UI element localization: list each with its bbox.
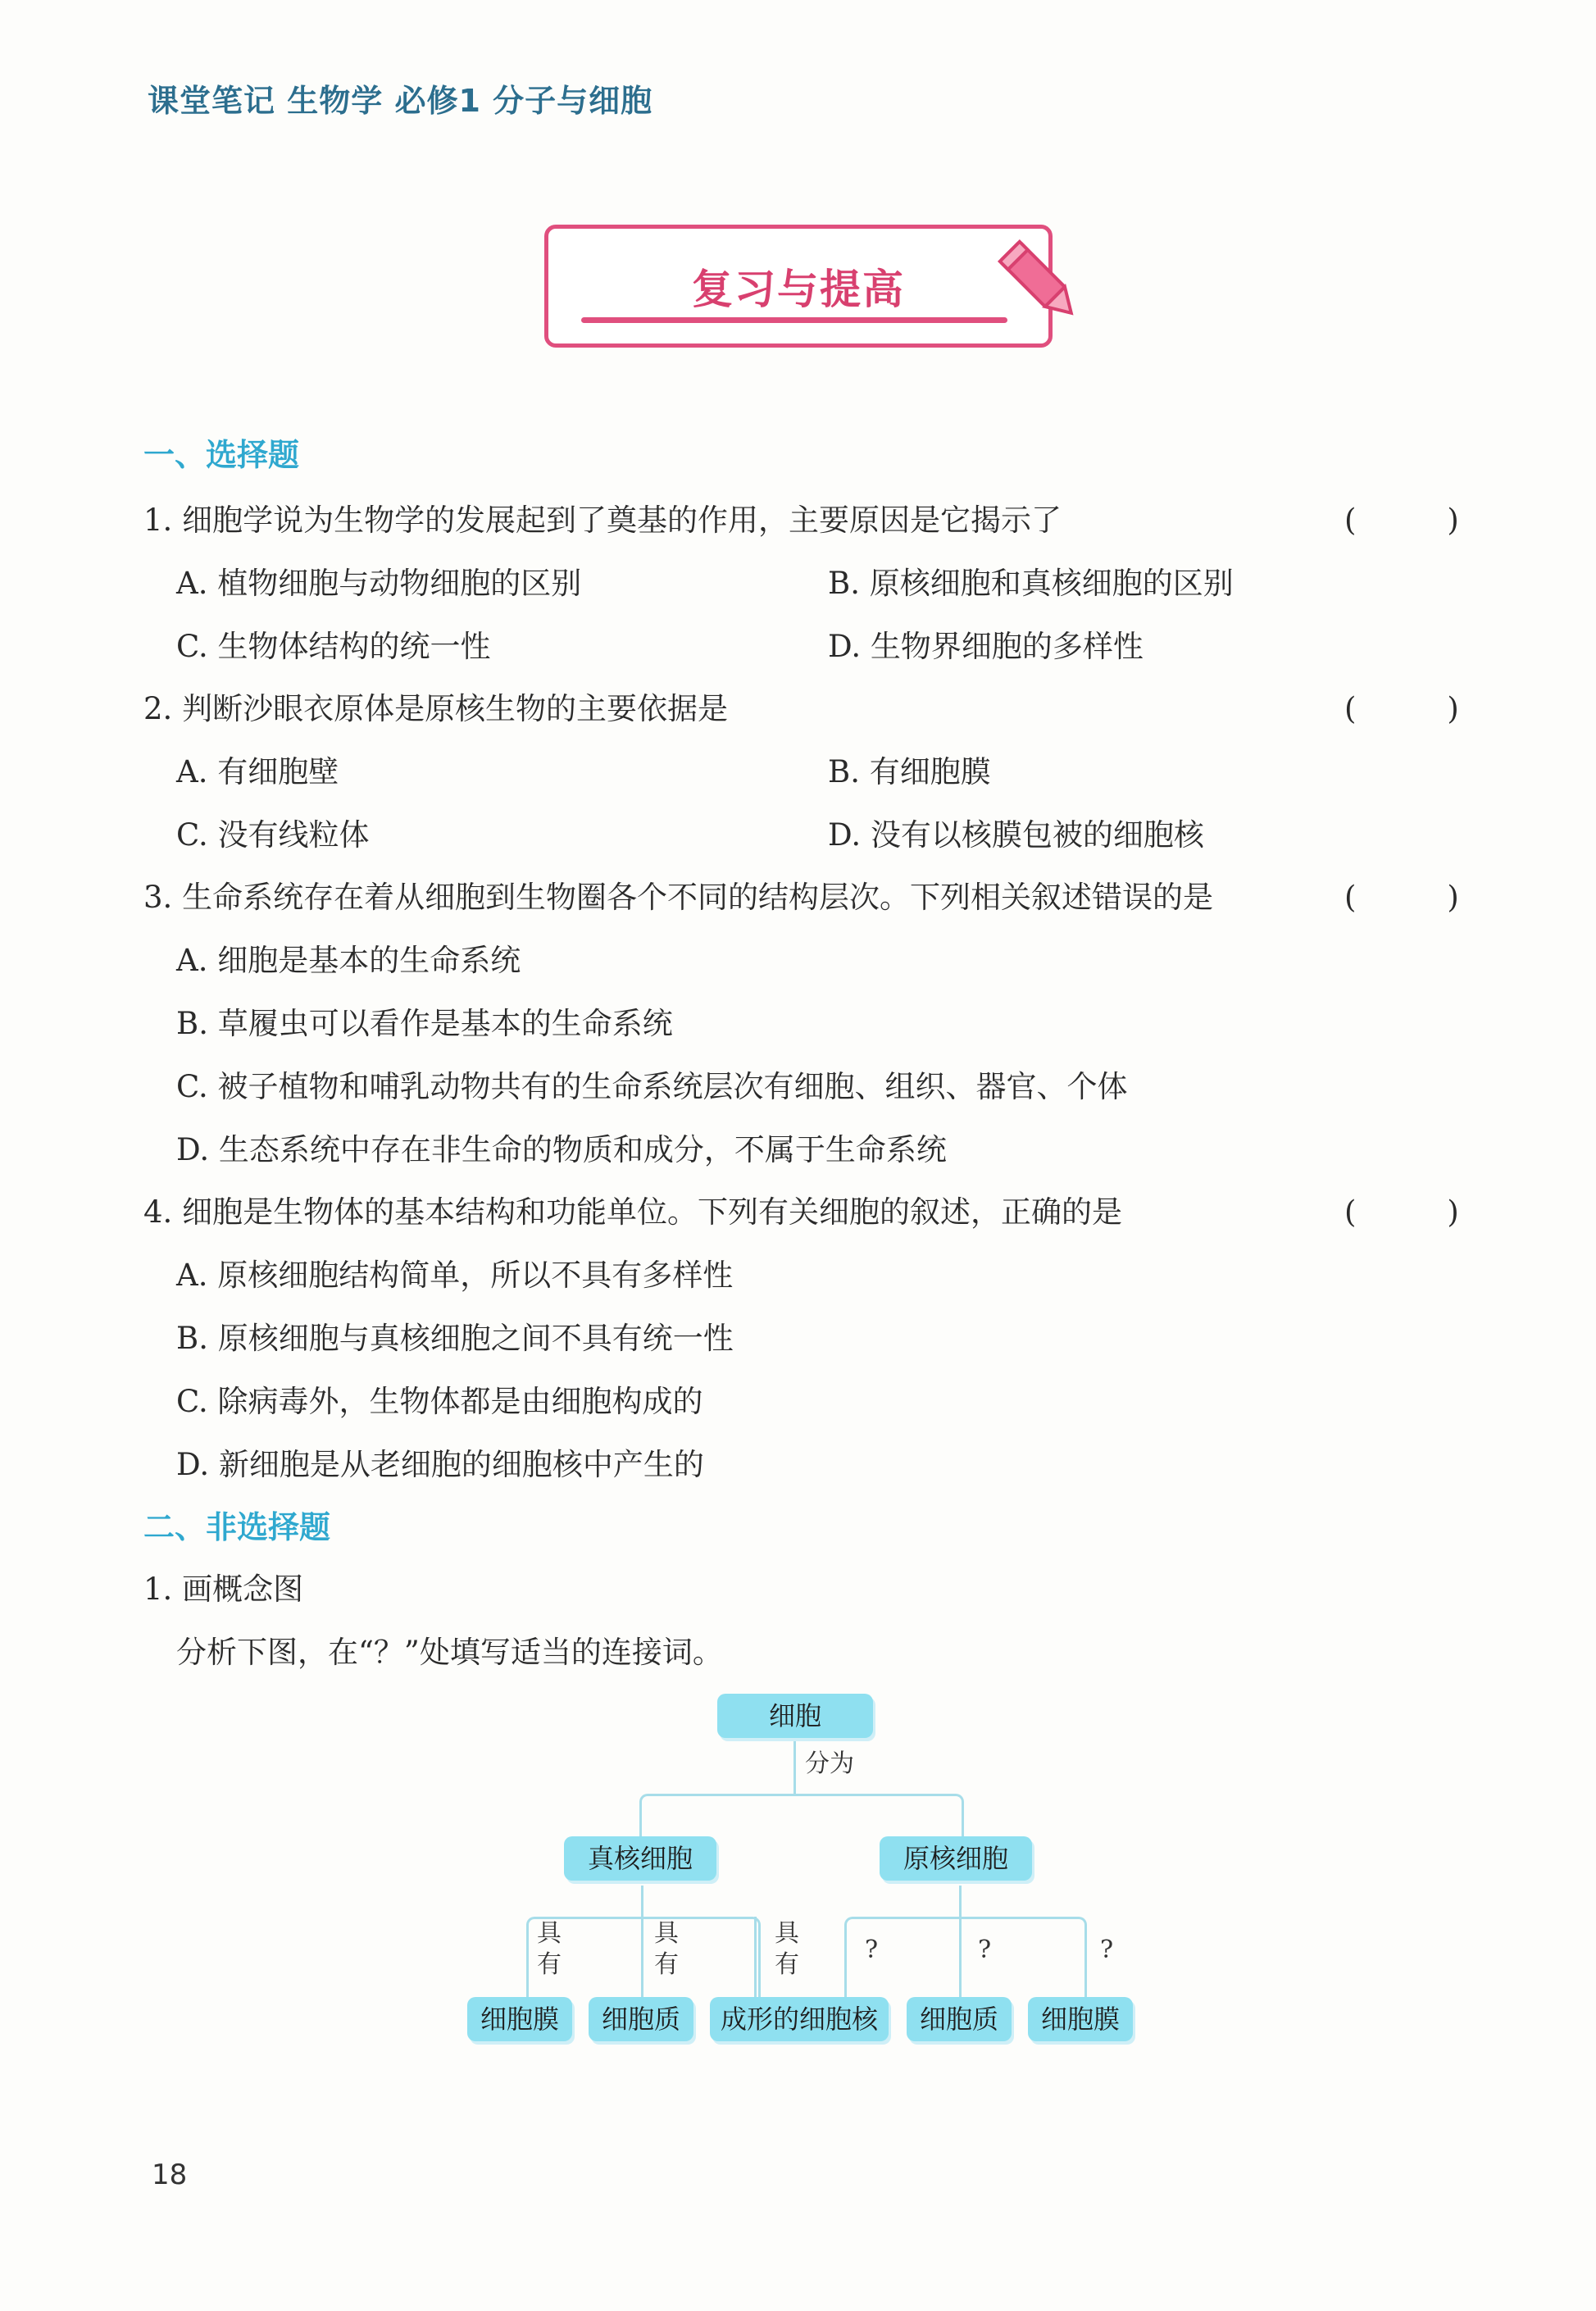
q1-option-d: D. 生物界细胞的多样性 bbox=[828, 629, 1144, 664]
q4-option-c: C. 除病毒外，生物体都是由细胞构成的 bbox=[176, 1384, 703, 1419]
connector-eukaryote-middle bbox=[641, 1886, 643, 2007]
label-have-3b: 有 bbox=[775, 1950, 799, 1979]
question-2-stem: 2. 判断沙眼衣原体是原核生物的主要依据是 bbox=[143, 691, 729, 726]
answer-bracket-2[interactable]: ( ) bbox=[1344, 691, 1459, 726]
connector-prokaryote-outer bbox=[844, 1917, 1087, 2009]
q3-option-c: C. 被子植物和哺乳动物共有的生命系统层次有细胞、组织、器官、个体 bbox=[176, 1069, 1128, 1104]
q4-option-b: B. 原核细胞与真核细胞之间不具有统一性 bbox=[176, 1321, 734, 1356]
question-4-stem: 4. 细胞是生物体的基本结构和功能单位。下列有关细胞的叙述，正确的是 bbox=[143, 1194, 1123, 1230]
node-prokaryote: 原核细胞 bbox=[880, 1836, 1032, 1881]
page-number: 18 bbox=[152, 2159, 188, 2191]
answer-bracket-4[interactable]: ( ) bbox=[1344, 1194, 1459, 1230]
q3-option-a: A. 细胞是基本的生命系统 bbox=[176, 943, 521, 978]
q2-option-b: B. 有细胞膜 bbox=[828, 754, 991, 789]
label-question-1[interactable]: ? bbox=[865, 1936, 879, 1964]
label-have-2b: 有 bbox=[654, 1950, 679, 1979]
node-cell: 细胞 bbox=[717, 1694, 873, 1738]
q1-option-c: C. 生物体结构的统一性 bbox=[176, 629, 491, 664]
connector-leaf-3 bbox=[754, 1917, 757, 2007]
nc-question-1-instruction: 分析下图，在“？”处填写适当的连接词。 bbox=[176, 1635, 723, 1670]
label-have-3a: 具 bbox=[775, 1919, 799, 1948]
q2-option-c: C. 没有线粒体 bbox=[176, 817, 370, 853]
label-have-2a: 具 bbox=[654, 1919, 679, 1948]
answer-bracket-3[interactable]: ( ) bbox=[1344, 880, 1459, 915]
label-have-1a: 具 bbox=[537, 1919, 562, 1948]
book-header: 课堂笔记 生物学 必修1 分子与细胞 bbox=[148, 83, 653, 119]
answer-bracket-1[interactable]: ( ) bbox=[1344, 503, 1459, 538]
pencil-icon bbox=[996, 234, 1086, 332]
q4-option-d: D. 新细胞是从老细胞的细胞核中产生的 bbox=[176, 1447, 704, 1482]
label-split: 分为 bbox=[805, 1749, 854, 1778]
q3-option-b: B. 草履虫可以看作是基本的生命系统 bbox=[176, 1006, 673, 1041]
node-eukaryote: 真核细胞 bbox=[564, 1836, 716, 1881]
label-question-2[interactable]: ? bbox=[978, 1936, 992, 1964]
connector-root bbox=[793, 1740, 796, 1795]
q3-option-d: D. 生态系统中存在非生命的物质和成分，不属于生命系统 bbox=[176, 1132, 947, 1167]
section-non-choice: 二、非选择题 bbox=[143, 1509, 331, 1545]
nc-question-1-title: 1. 画概念图 bbox=[143, 1572, 304, 1607]
leaf-nucleus: 成形的细胞核 bbox=[710, 1997, 889, 2041]
section-choice: 一、选择题 bbox=[143, 437, 300, 473]
label-question-3[interactable]: ? bbox=[1100, 1936, 1114, 1964]
q4-option-a: A. 原核细胞结构简单，所以不具有多样性 bbox=[176, 1258, 734, 1293]
banner-underline bbox=[581, 317, 1007, 323]
leaf-membrane-prokaryote: 细胞膜 bbox=[1028, 1997, 1133, 2041]
leaf-cytoplasm-prokaryote: 细胞质 bbox=[907, 1997, 1012, 2041]
connector-prokaryote-middle bbox=[959, 1886, 962, 2007]
leaf-cytoplasm-eukaryote: 细胞质 bbox=[589, 1997, 693, 2041]
q1-option-a: A. 植物细胞与动物细胞的区别 bbox=[176, 566, 582, 601]
label-have-1b: 有 bbox=[537, 1950, 562, 1979]
leaf-membrane-eukaryote: 细胞膜 bbox=[467, 1997, 572, 2041]
q2-option-a: A. 有细胞壁 bbox=[176, 754, 339, 789]
q2-option-d: D. 没有以核膜包被的细胞核 bbox=[828, 817, 1204, 853]
question-3-stem: 3. 生命系统存在着从细胞到生物圈各个不同的结构层次。下列相关叙述错误的是 bbox=[143, 880, 1214, 915]
q1-option-b: B. 原核细胞和真核细胞的区别 bbox=[828, 566, 1234, 601]
question-1-stem: 1. 细胞学说为生物学的发展起到了奠基的作用，主要原因是它揭示了 bbox=[143, 503, 1062, 538]
banner-title: 复习与提高 bbox=[692, 266, 905, 313]
review-banner bbox=[544, 225, 1053, 348]
